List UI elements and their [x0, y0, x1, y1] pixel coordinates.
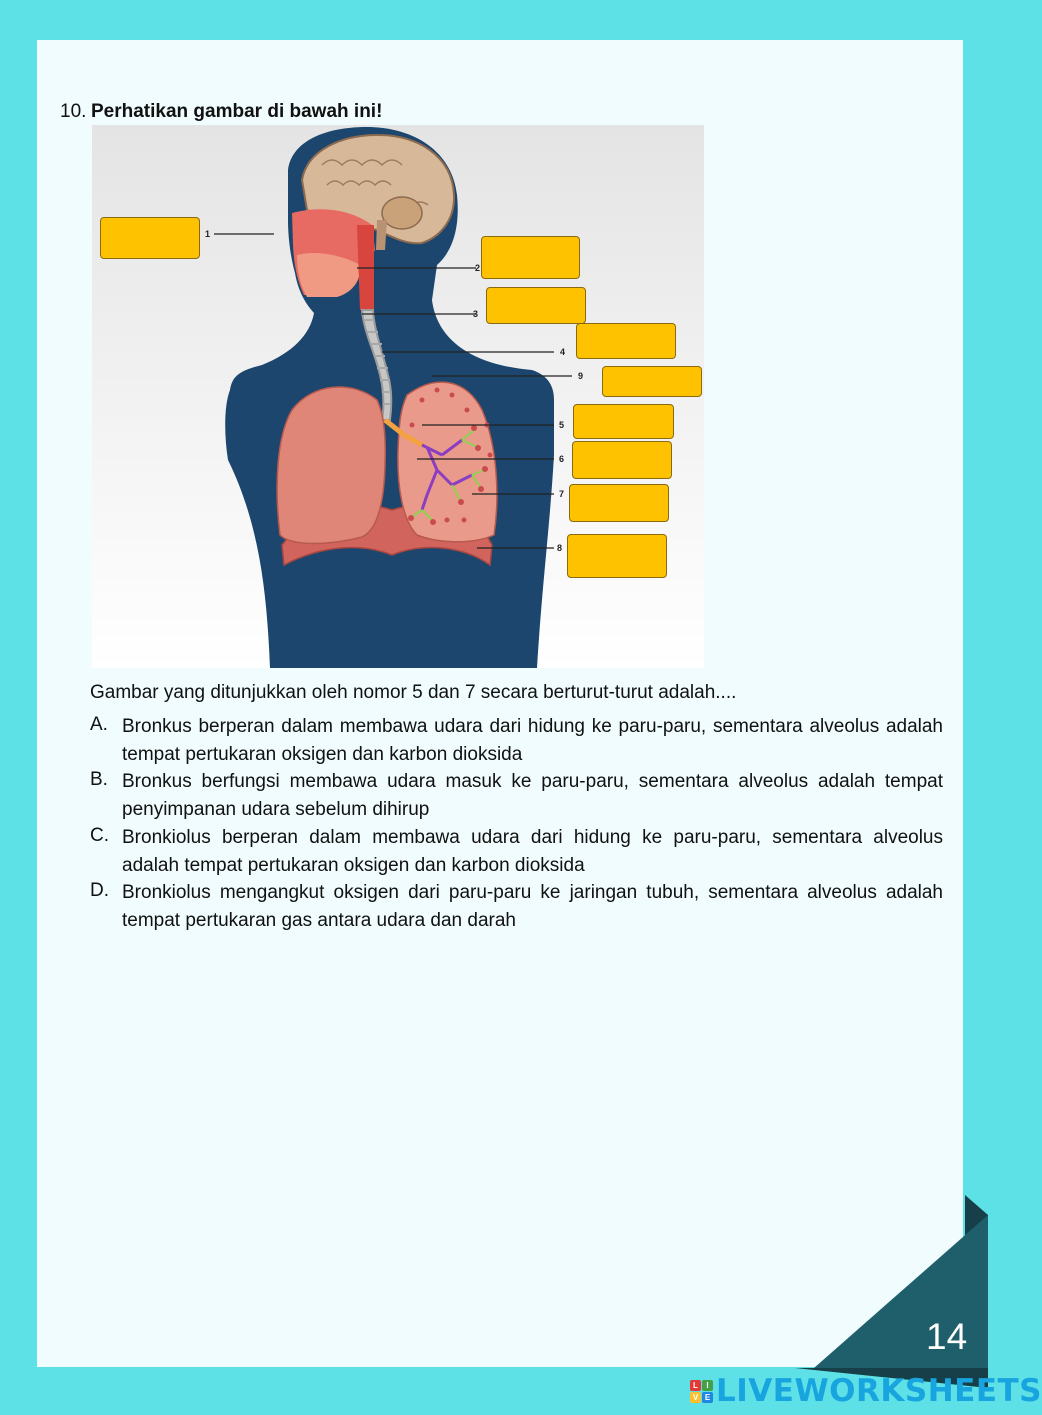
label-number-8: 8 [557, 543, 563, 553]
label-number-2: 2 [475, 263, 481, 273]
label-number-6: 6 [559, 454, 565, 464]
logo-text: LIVEWORKSHEETS [716, 1373, 1042, 1409]
label-number-9: 9 [578, 371, 584, 381]
option-c-letter: C. [90, 825, 109, 846]
label-number-1: 1 [205, 229, 211, 239]
label-number-3: 3 [473, 309, 479, 319]
question-number: 10. [60, 101, 87, 122]
page-number: 14 [926, 1316, 968, 1357]
label-number-4: 4 [560, 347, 566, 357]
logo-grid-icon: L I V E [690, 1380, 713, 1403]
option-d-letter: D. [90, 880, 109, 901]
question-title: Perhatikan gambar di bawah ini! [91, 101, 383, 122]
option-d-text: Bronkiolus mengangkut oksigen dari paru-paru ke jaringan tubuh, sementara alveolus adalah tempat pertukaran gas antara udara dan darah [122, 882, 943, 931]
liveworksheets-logo[interactable] [690, 1374, 1042, 1408]
label-number-7: 7 [559, 489, 565, 499]
option-b-text: Bronkus berfungsi membawa udara masuk ke paru-paru, sementara alveolus adalah tempat penyimpanan udara sebelum dihirup [122, 771, 943, 820]
option-c-text: Bronkiolus berperan dalam membawa udara dari hidung ke paru-paru, sementara alveolus adalah tempat pertukaran oksigen dan karbon dioksida [122, 827, 943, 876]
option-a-text: Bronkus berperan dalam membawa udara dari hidung ke paru-paru, sementara alveolus adalah tempat pertukaran oksigen dan karbon dioksida [122, 716, 943, 765]
option-a-letter: A. [90, 714, 108, 735]
question-prompt: Gambar yang ditunjukkan oleh nomor 5 dan 7 secara berturut-turut adalah.... [90, 682, 737, 703]
label-number-5: 5 [559, 420, 565, 430]
option-b-letter: B. [90, 769, 108, 790]
